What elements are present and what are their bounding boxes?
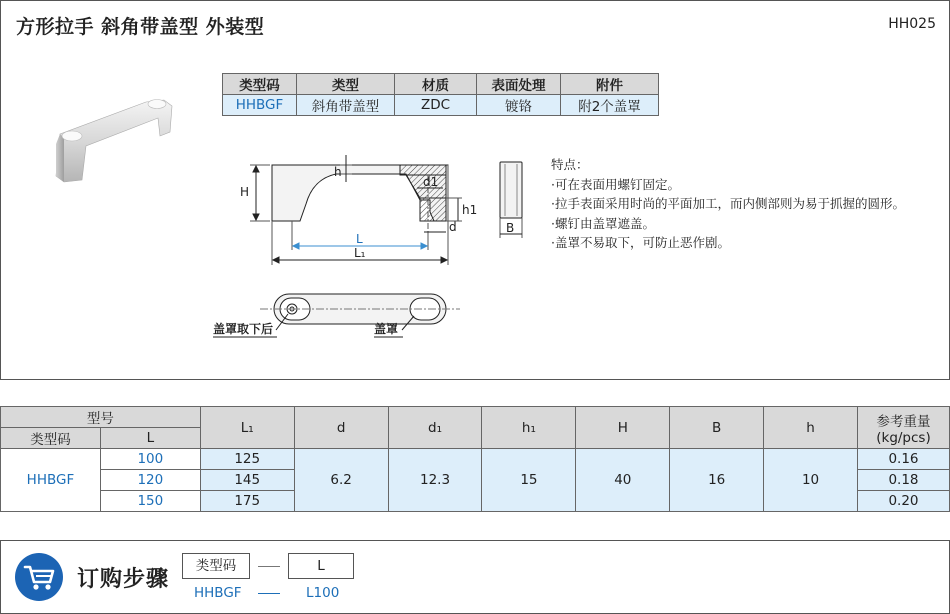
spec-L1-cell: 145 <box>200 470 294 491</box>
attr-header-surface: 表面处理 <box>477 74 561 95</box>
order-steps-panel <box>0 540 950 614</box>
spec-header-L1: L₁ <box>200 407 294 449</box>
dim-B-label: B <box>506 221 515 235</box>
spec-weight-cell: 0.18 <box>857 470 949 491</box>
spec-L1-cell: 125 <box>200 449 294 470</box>
spec-header-type-code: 类型码 <box>1 428 101 449</box>
spec-header-L: L <box>100 428 200 449</box>
spec-L1-cell: 175 <box>200 491 294 512</box>
spec-header-d1: d₁ <box>388 407 482 449</box>
cart-icon <box>15 553 63 601</box>
attr-header-accessory: 附件 <box>561 74 659 95</box>
spec-type-code: HHBGF <box>1 449 101 512</box>
spec-weight-cell: 0.20 <box>857 491 949 512</box>
order-value-L: L100 <box>306 585 340 601</box>
attr-value-surface: 镀铬 <box>477 95 561 116</box>
attr-value-type: 斜角带盖型 <box>297 95 395 116</box>
features-title: 特点： <box>551 157 589 172</box>
order-box-L: L <box>288 553 354 579</box>
spec-H-cell: 40 <box>576 449 670 512</box>
dim-h-label: h <box>334 165 342 179</box>
order-separator <box>258 566 280 567</box>
attr-value-material: ZDC <box>395 95 477 116</box>
spec-B-cell: 16 <box>670 449 764 512</box>
attr-value-accessory: 附2个盖罩 <box>561 95 659 116</box>
order-value-separator <box>258 593 280 594</box>
spec-header-h1: h₁ <box>482 407 576 449</box>
spec-d-cell: 6.2 <box>294 449 388 512</box>
spec-header-B: B <box>670 407 764 449</box>
spec-header-h: h <box>764 407 858 449</box>
dim-d-label: d <box>449 220 457 234</box>
label-cap: 盖罩 <box>374 322 399 336</box>
order-box-type-code: 类型码 <box>182 553 250 579</box>
spec-h1-cell: 15 <box>482 449 576 512</box>
spec-h-cell: 10 <box>764 449 858 512</box>
attr-header-type-code: 类型码 <box>223 74 297 95</box>
feature-item: ·可在表面用螺钉固定。 <box>551 176 680 192</box>
spec-header-model: 型号 <box>1 407 201 428</box>
feature-item: ·盖罩不易取下，可防止恶作剧。 <box>551 235 730 250</box>
dim-h1-label: h1 <box>462 203 478 217</box>
spec-header-d: d <box>294 407 388 449</box>
spec-header-H: H <box>576 407 670 449</box>
label-cap-removed: 盖罩取下后 <box>213 322 274 336</box>
dim-d1-label: d1 <box>423 175 439 189</box>
spec-L-cell: 150 <box>100 491 200 512</box>
spec-header-weight <box>857 407 949 449</box>
weight-header-line1: 参考重量 <box>876 413 931 430</box>
page-title: 方形拉手 斜角带盖型 外装型 <box>16 16 265 38</box>
spec-L-cell: 120 <box>100 470 200 491</box>
product-code: HH025 <box>888 16 936 32</box>
spec-d1-cell: 12.3 <box>388 449 482 512</box>
attr-header-type: 类型 <box>297 74 395 95</box>
attr-value-type-code: HHBGF <box>223 95 297 116</box>
weight-header-line2: (kg/pcs) <box>876 429 931 446</box>
order-value-type-code: HHBGF <box>194 585 242 601</box>
spec-weight-cell: 0.16 <box>857 449 949 470</box>
feature-item: ·螺钉由盖罩遮盖。 <box>551 215 655 231</box>
dim-H-label: H <box>240 185 250 199</box>
order-steps-title: 订购步骤 <box>77 567 170 592</box>
table-row <box>1 449 950 470</box>
dim-L-label: L <box>356 232 363 246</box>
features-list <box>551 155 905 253</box>
feature-item: ·拉手表面采用时尚的平面加工，而内侧部则为易于抓握的圆形。 <box>551 196 905 211</box>
attr-header-material: 材质 <box>395 74 477 95</box>
spec-table <box>0 406 950 512</box>
spec-L-cell: 100 <box>100 449 200 470</box>
dim-L1-label: L₁ <box>354 246 366 260</box>
